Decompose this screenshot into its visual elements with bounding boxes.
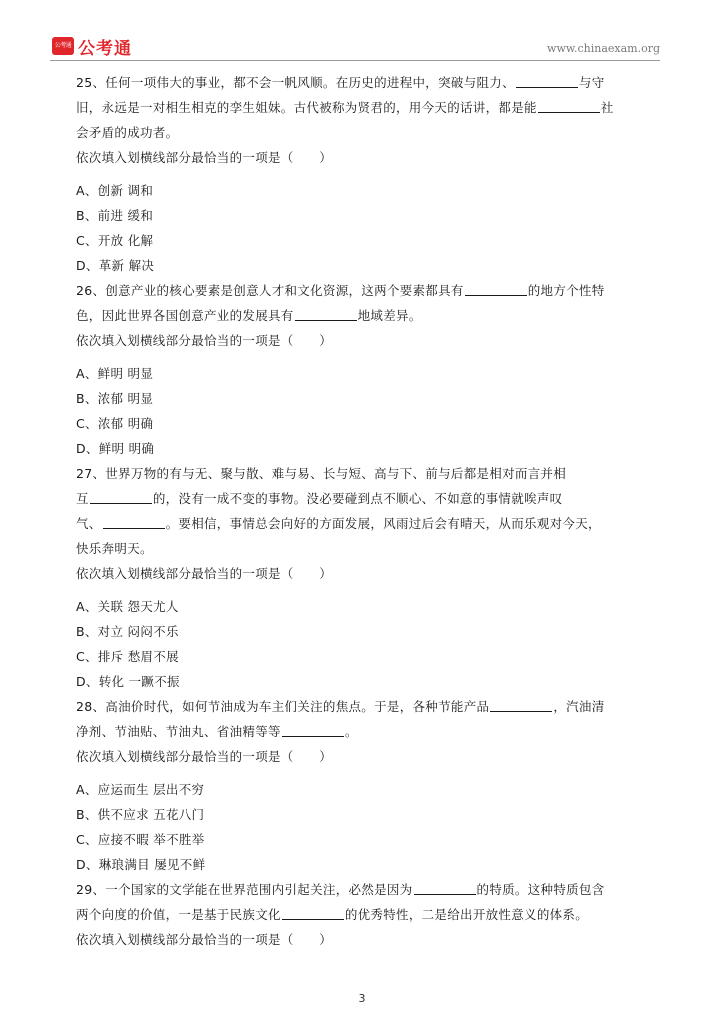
answer-option: C、浓郁 明确 — [76, 416, 154, 431]
fill-in-blank — [516, 74, 578, 88]
stem-text: 的，没有一成不变的事物。没必要碰到点不顺心、不如意的事情就唉声叹 — [152, 491, 563, 506]
fill-in-blank — [538, 99, 600, 113]
stem-text: 27、世界万物的有与无、聚与散、难与易、长与短、高与下、前与后都是相对而言并相 — [76, 466, 567, 481]
question-stem-line — [76, 877, 636, 902]
stem-text: 快乐奔明天。 — [76, 541, 153, 556]
stem-text: 26、创意产业的核心要素是创意人才和文化资源，这两个要素都具有 — [76, 283, 464, 298]
answer-option: A、应运而生 层出不穷 — [76, 782, 205, 797]
answer-option: D、转化 一蹶不振 — [76, 674, 180, 689]
fill-in-blank — [465, 282, 527, 296]
question-list — [76, 70, 636, 952]
question-stem-line — [76, 536, 636, 561]
fill-in-blank — [414, 881, 476, 895]
question-prompt: 依次填入划横线部分最恰当的一项是（ ） — [76, 333, 333, 348]
stem-text: 与守 — [578, 75, 605, 90]
answer-option: D、琳琅满目 屡见不鲜 — [76, 857, 206, 872]
question-stem-line — [76, 719, 636, 744]
answer-option: D、鲜明 明确 — [76, 441, 155, 456]
question-block — [76, 694, 636, 877]
question-stem-line — [76, 303, 636, 328]
answer-option: D、革新 解决 — [76, 258, 155, 273]
answer-option: B、对立 闷闷不乐 — [76, 624, 179, 639]
fill-in-blank — [103, 515, 165, 529]
question-prompt: 依次填入划横线部分最恰当的一项是（ ） — [76, 749, 333, 764]
page-header — [50, 34, 660, 60]
stem-text: 色，因此世界各国创意产业的发展具有 — [76, 308, 294, 323]
answer-option: C、应接不暇 举不胜举 — [76, 832, 205, 847]
stem-text: 互 — [76, 491, 89, 506]
fill-in-blank — [295, 307, 357, 321]
logo-text: 公考通 — [78, 39, 132, 59]
answer-option: C、排斥 愁眉不展 — [76, 649, 179, 664]
question-stem-line — [76, 278, 636, 303]
answer-option: A、鲜明 明显 — [76, 366, 154, 381]
answer-option: A、关联 怨天尤人 — [76, 599, 179, 614]
answer-option: B、供不应求 五花八门 — [76, 807, 205, 822]
stem-text: 28、高油价时代，如何节油成为车主们关注的焦点。于是，各种节能产品 — [76, 699, 490, 714]
fill-in-blank — [490, 698, 552, 712]
answer-option: A、创新 调和 — [76, 183, 154, 198]
stem-text: 会矛盾的成功者。 — [76, 125, 179, 140]
answer-option: B、浓郁 明显 — [76, 391, 154, 406]
stem-text: 25、任何一项伟大的事业，都不会一帆风顺。在历史的进程中，突破与阻力、 — [76, 75, 515, 90]
stem-text: 。要相信，事情总会向好的方面发展，风雨过后会有晴天，从而乐观对今天， — [165, 516, 601, 531]
question-block — [76, 461, 636, 694]
question-stem-line — [76, 461, 636, 486]
question-stem-line — [76, 486, 636, 511]
stem-text: 29、一个国家的文学能在世界范围内引起关注，必然是因为 — [76, 882, 413, 897]
stem-text: ，汽油清 — [553, 699, 605, 714]
question-stem-line — [76, 120, 636, 145]
page-number: 3 — [358, 992, 366, 1005]
question-block — [76, 877, 636, 952]
stem-text: 两个向度的价值，一是基于民族文化 — [76, 907, 281, 922]
stem-text: 地域差异。 — [357, 308, 422, 323]
fill-in-blank — [282, 906, 344, 920]
stem-text: 。 — [344, 724, 358, 739]
question-stem-line — [76, 511, 636, 536]
logo-badge: 公考通 — [52, 37, 74, 55]
fill-in-blank — [282, 723, 344, 737]
question-prompt: 依次填入划横线部分最恰当的一项是（ ） — [76, 932, 333, 947]
question-block — [76, 278, 636, 461]
question-prompt: 依次填入划横线部分最恰当的一项是（ ） — [76, 150, 333, 165]
stem-text: 气、 — [76, 516, 102, 531]
question-stem-line — [76, 694, 636, 719]
stem-text: 净剂、节油贴、节油丸、省油精等等 — [76, 724, 281, 739]
question-block — [76, 70, 636, 278]
stem-text: 的特质。这种特质包含 — [476, 882, 605, 897]
stem-text: 社 — [600, 100, 614, 115]
stem-text: 旧，永远是一对相生相克的孪生姐妹。古代被称为贤君的，用今天的话讲，都是能 — [76, 100, 537, 115]
stem-text: 的优秀特性，二是给出开放性意义的体系。 — [344, 907, 589, 922]
header-divider — [50, 60, 660, 61]
fill-in-blank — [90, 490, 152, 504]
question-prompt: 依次填入划横线部分最恰当的一项是（ ） — [76, 566, 333, 581]
site-url: www.chinaexam.org — [547, 42, 660, 55]
question-stem-line — [76, 70, 636, 95]
answer-option: B、前进 缓和 — [76, 208, 154, 223]
stem-text: 的地方个性特 — [527, 283, 605, 298]
question-stem-line — [76, 902, 636, 927]
question-stem-line — [76, 95, 636, 120]
answer-option: C、开放 化解 — [76, 233, 154, 248]
